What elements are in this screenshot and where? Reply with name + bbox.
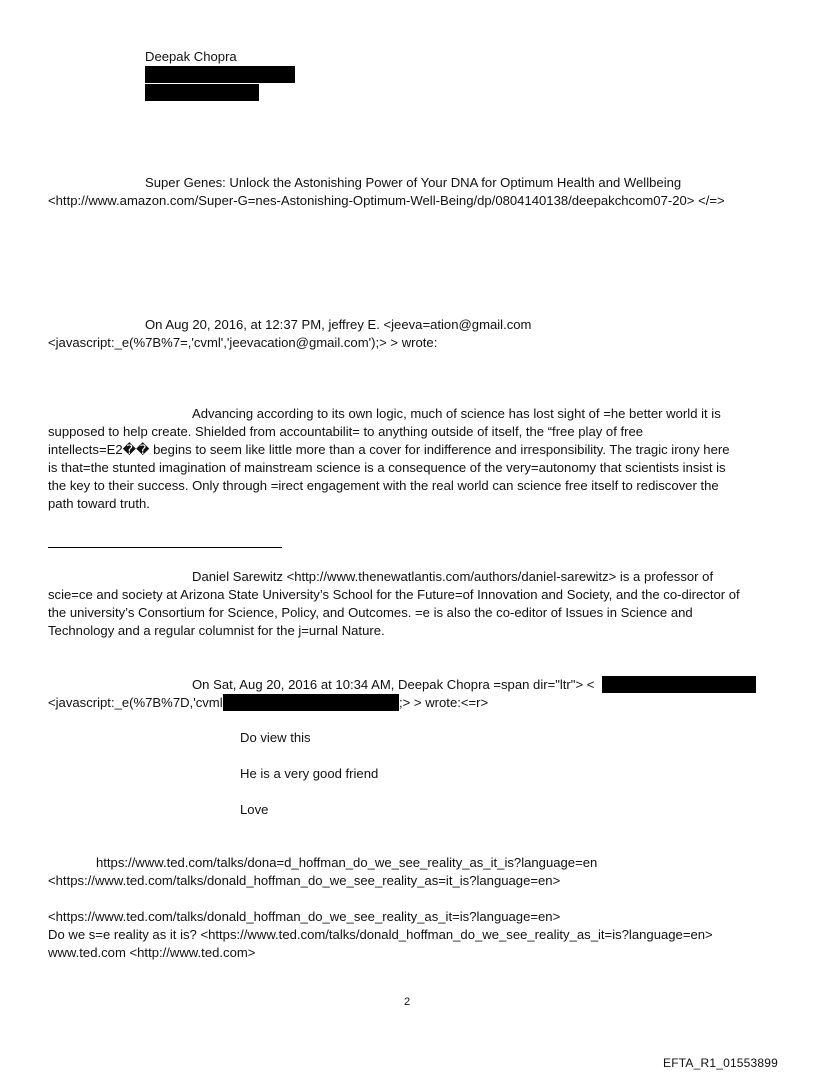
ted-link[interactable]: <https://www.ted.com/talks/donald_hoffman_do_we_see_reality_as=it_is?language=en> (48, 873, 561, 888)
message-line: Do view this (240, 730, 311, 745)
bio-line: Daniel Sarewitz <http://www.thenewatlantis.com/authors/daniel-sarewitz> is a professor of (192, 569, 714, 584)
reply-header-1-line1: On Aug 20, 2016, at 12:37 PM, jeffrey E. <jeeva=ation@gmail.com (145, 317, 532, 332)
ted-link[interactable]: https://www.ted.com/talks/dona=d_hoffman_do_we_see_reality_as_it_is?language=en (96, 855, 598, 870)
page-number: 2 (404, 996, 411, 1008)
quote-line: supposed to help create. Shielded from accountabilit= to anything outside of itself, the “free play of free (48, 424, 644, 439)
book-title-line: Super Genes: Unlock the Astonishing Power of Your DNA for Optimum Health and Wellbeing (145, 175, 682, 190)
reply-header-2-line1: On Sat, Aug 20, 2016 at 10:34 AM, Deepak Chopra =span dir="ltr"> < (192, 677, 595, 692)
book-link-line[interactable]: <http://www.amazon.com/Super-G=nes-Astonishing-Optimum-Well-Being/dp/0804140138/deepakchcom07-20> </=> (48, 193, 725, 208)
redaction-box (145, 84, 259, 101)
quote-line: path toward truth. (48, 496, 150, 511)
divider (48, 547, 282, 548)
signature-name: Deepak Chopra (145, 49, 237, 64)
reply-header-1-line2: <javascript:_e(%7B%7=,'cvml','jeevacation@gmail.com');> > wrote: (48, 335, 438, 350)
reply-header-2-line2-end: ;> > wrote:<=r> (399, 695, 489, 710)
ted-link[interactable]: www.ted.com <http://www.ted.com> (48, 945, 256, 960)
bio-line: the university’s Consortium for Science, Policy, and Outcomes. =e is also the co-editor of Issues in Science and (48, 605, 693, 620)
redaction-box (223, 694, 399, 711)
quote-line: is that=the stunted imagination of mainstream science is a consequence of the very=autonomy that scientists insist is (48, 460, 726, 475)
ted-link[interactable]: Do we s=e reality as it is? <https://www.ted.com/talks/donald_hoffman_do_we_see_reality_as_it=is?language=en> (48, 927, 713, 942)
quote-line: intellects=E2�� begins to seem like little more than a cover for indifference and irresponsibility. The tragic irony here (48, 442, 730, 457)
ted-link[interactable]: <https://www.ted.com/talks/donald_hoffman_do_we_see_reality_as_it=is?language=en> (48, 909, 561, 924)
reply-header-2-line2-start: <javascript:_e(%7B%7D,'cvml (48, 695, 223, 710)
bio-line: Technology and a regular columnist for the j=urnal Nature. (48, 623, 385, 638)
bio-line: scie=ce and society at Arizona State University’s School for the Future=of Innovation and Society, and the co-director of (48, 587, 740, 602)
redaction-box (145, 66, 295, 83)
message-line: He is a very good friend (240, 766, 379, 781)
message-line: Love (240, 802, 269, 817)
document-id: EFTA_R1_01553899 (663, 1056, 779, 1070)
quote-line: Advancing according to its own logic, much of science has lost sight of =he better world it is (192, 406, 721, 421)
redaction-box (602, 676, 756, 693)
quote-line: the key to their success. Only through =irect engagement with the real world can science free itself to rediscover the (48, 478, 719, 493)
